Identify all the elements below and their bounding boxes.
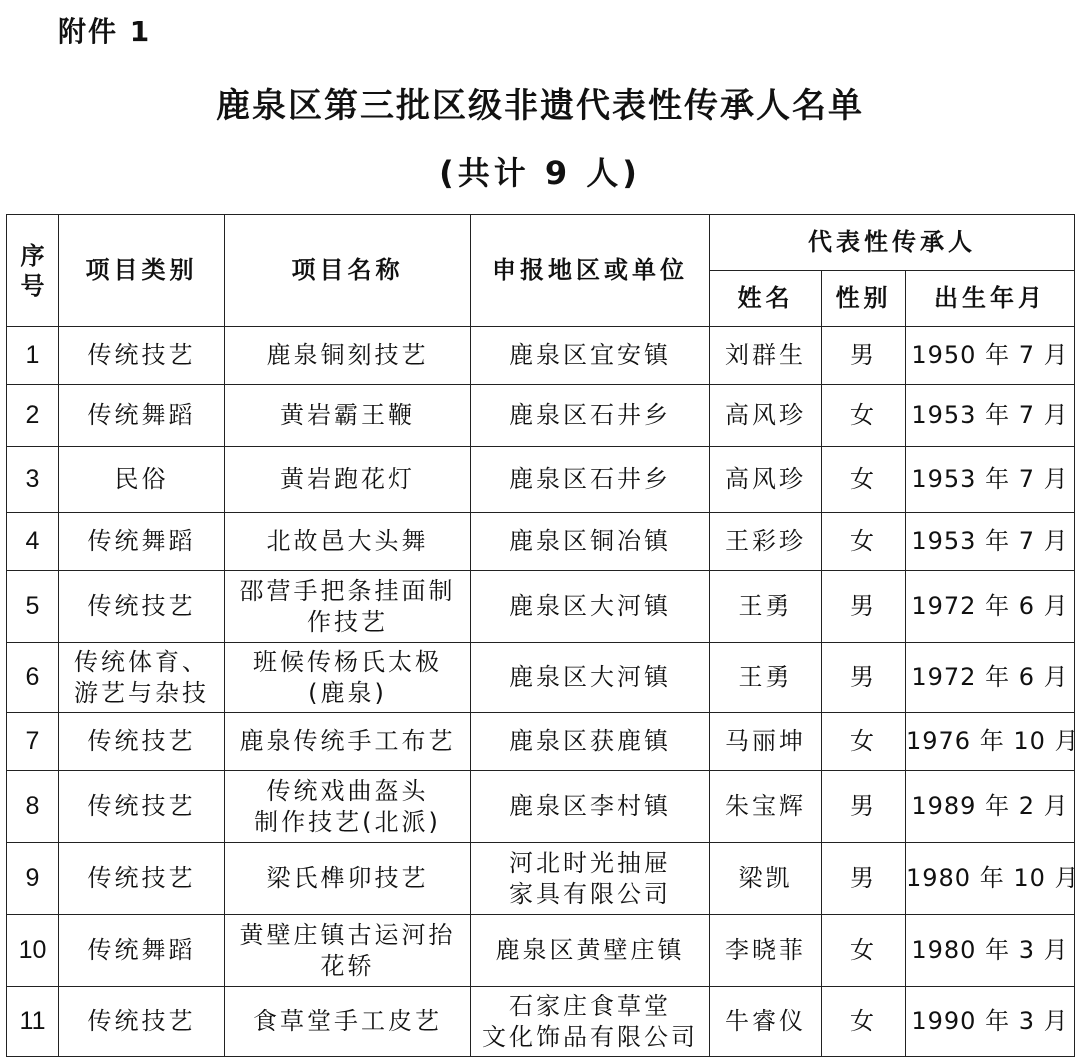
region-line: 鹿泉区铜冶镇 xyxy=(509,527,671,555)
inheritor-table xyxy=(6,214,1080,1057)
cell-name: 刘群生 xyxy=(710,327,822,385)
cell-name: 王勇 xyxy=(710,643,822,713)
cell-project xyxy=(225,987,471,1057)
region-line: 鹿泉区石井乡 xyxy=(509,401,671,429)
category-line: 传统技艺 xyxy=(87,1007,196,1035)
cell-category xyxy=(59,327,225,385)
table-row xyxy=(7,571,1075,643)
cell-category xyxy=(59,987,225,1057)
cell-birth: 1972 年 6 月 xyxy=(906,571,1075,643)
cell-project xyxy=(225,713,471,771)
cell-name: 高风珍 xyxy=(710,385,822,447)
cell-gender: 女 xyxy=(822,385,906,447)
cell-category xyxy=(59,385,225,447)
category-line: 传统技艺 xyxy=(87,864,196,892)
cell-region xyxy=(471,643,710,713)
cell-project xyxy=(225,643,471,713)
project-line: 鹿泉铜刻技艺 xyxy=(266,341,429,369)
attachment-label: 附件 1 xyxy=(58,15,152,48)
category-line: 传统体育、 xyxy=(74,647,209,676)
header-name: 姓名 xyxy=(710,271,822,327)
cell-gender: 女 xyxy=(822,987,906,1057)
cell-region xyxy=(471,447,710,513)
cell-seq: 9 xyxy=(7,843,59,915)
region-line: 河北时光抽屉 xyxy=(509,848,671,877)
cell-project xyxy=(225,571,471,643)
region-line: 鹿泉区大河镇 xyxy=(509,592,671,620)
cell-region xyxy=(471,571,710,643)
cell-name: 梁凯 xyxy=(710,843,822,915)
cell-seq: 7 xyxy=(7,713,59,771)
project-line: (鹿泉) xyxy=(308,678,387,707)
table-row xyxy=(7,915,1075,987)
cell-name: 王彩珍 xyxy=(710,513,822,571)
cell-seq: 10 xyxy=(7,915,59,987)
cell-project xyxy=(225,771,471,843)
document-subtitle: (共计 9 人) xyxy=(439,154,641,192)
cell-region xyxy=(471,915,710,987)
cell-category xyxy=(59,447,225,513)
cell-birth: 1976 年 10 月 xyxy=(906,713,1075,771)
project-line: 作技艺 xyxy=(307,607,388,636)
cell-seq: 2 xyxy=(7,385,59,447)
cell-name: 牛睿仪 xyxy=(710,987,822,1057)
category-line: 传统技艺 xyxy=(87,341,196,369)
cell-category xyxy=(59,713,225,771)
cell-gender: 女 xyxy=(822,513,906,571)
cell-birth: 1972 年 6 月 xyxy=(906,643,1075,713)
cell-seq: 3 xyxy=(7,447,59,513)
cell-project xyxy=(225,513,471,571)
cell-gender: 女 xyxy=(822,713,906,771)
cell-seq: 5 xyxy=(7,571,59,643)
category-line: 传统舞蹈 xyxy=(87,936,196,964)
category-line: 传统技艺 xyxy=(87,727,196,755)
project-line: 黄壁庄镇古运河抬 xyxy=(239,920,456,949)
region-line: 家具有限公司 xyxy=(509,879,671,908)
table-row xyxy=(7,987,1075,1057)
cell-region xyxy=(471,987,710,1057)
table-row xyxy=(7,513,1075,571)
cell-birth: 1950 年 7 月 xyxy=(906,327,1075,385)
table-row xyxy=(7,771,1075,843)
project-line: 黄岩霸王鞭 xyxy=(280,401,415,429)
project-line: 班候传杨氏太极 xyxy=(253,647,442,676)
cell-region xyxy=(471,513,710,571)
cell-region xyxy=(471,713,710,771)
cell-birth: 1989 年 2 月 xyxy=(906,771,1075,843)
project-line: 鹿泉传统手工布艺 xyxy=(239,727,456,755)
cell-region xyxy=(471,327,710,385)
region-line: 鹿泉区石井乡 xyxy=(509,465,671,493)
cell-name: 朱宝辉 xyxy=(710,771,822,843)
header-gender: 性别 xyxy=(822,271,906,327)
cell-gender: 男 xyxy=(822,571,906,643)
category-line: 民俗 xyxy=(114,465,169,493)
cell-gender: 男 xyxy=(822,771,906,843)
cell-project xyxy=(225,915,471,987)
category-line: 传统技艺 xyxy=(87,592,196,620)
table-row xyxy=(7,385,1075,447)
region-line: 文化饰品有限公司 xyxy=(482,1022,698,1051)
cell-birth: 1990 年 3 月 xyxy=(906,987,1075,1057)
cell-category xyxy=(59,571,225,643)
project-line: 制作技艺(北派) xyxy=(254,807,441,836)
region-line: 鹿泉区李村镇 xyxy=(509,792,671,820)
project-line: 传统戏曲盔头 xyxy=(266,776,429,805)
table-row xyxy=(7,643,1075,713)
cell-gender: 男 xyxy=(822,843,906,915)
cell-seq: 8 xyxy=(7,771,59,843)
table-row xyxy=(7,713,1075,771)
cell-project xyxy=(225,843,471,915)
cell-gender: 男 xyxy=(822,327,906,385)
cell-category xyxy=(59,513,225,571)
table-row xyxy=(7,843,1075,915)
header-inheritor-group: 代表性传承人 xyxy=(710,215,1075,271)
cell-birth: 1953 年 7 月 xyxy=(906,385,1075,447)
category-line: 游艺与杂技 xyxy=(74,678,209,707)
region-line: 石家庄食草堂 xyxy=(509,991,671,1020)
table-row xyxy=(7,327,1075,385)
cell-category xyxy=(59,643,225,713)
header-project: 项目名称 xyxy=(225,215,471,327)
region-line: 鹿泉区获鹿镇 xyxy=(509,727,671,755)
cell-project xyxy=(225,385,471,447)
cell-name: 王勇 xyxy=(710,571,822,643)
category-line: 传统技艺 xyxy=(87,792,196,820)
cell-seq: 11 xyxy=(7,987,59,1057)
cell-name: 李晓菲 xyxy=(710,915,822,987)
cell-region xyxy=(471,771,710,843)
cell-birth: 1980 年 3 月 xyxy=(906,915,1075,987)
cell-project xyxy=(225,447,471,513)
cell-birth: 1953 年 7 月 xyxy=(906,513,1075,571)
document-title: 鹿泉区第三批区级非遗代表性传承人名单 xyxy=(216,86,864,126)
table-row xyxy=(7,447,1075,513)
region-line: 鹿泉区宜安镇 xyxy=(509,341,671,369)
project-line: 黄岩跑花灯 xyxy=(280,465,415,493)
cell-category xyxy=(59,915,225,987)
project-line: 食草堂手工皮艺 xyxy=(253,1007,442,1035)
cell-name: 马丽坤 xyxy=(710,713,822,771)
cell-name: 高风珍 xyxy=(710,447,822,513)
header-birth: 出生年月 xyxy=(906,271,1075,327)
header-seq: 序号 xyxy=(7,215,59,327)
cell-region xyxy=(471,385,710,447)
cell-birth: 1980 年 10 月 xyxy=(906,843,1075,915)
cell-birth: 1953 年 7 月 xyxy=(906,447,1075,513)
table-body xyxy=(7,327,1080,1057)
header-region: 申报地区或单位 xyxy=(471,215,710,327)
category-line: 传统舞蹈 xyxy=(87,527,196,555)
table-header xyxy=(7,215,1075,327)
cell-category xyxy=(59,771,225,843)
region-line: 鹿泉区黄壁庄镇 xyxy=(495,936,685,964)
cell-gender: 女 xyxy=(822,915,906,987)
project-line: 北故邑大头舞 xyxy=(266,527,429,555)
project-line: 梁氏榫卯技艺 xyxy=(266,864,429,892)
project-line: 邵营手把条挂面制 xyxy=(239,576,456,605)
cell-project xyxy=(225,327,471,385)
cell-region xyxy=(471,843,710,915)
header-category: 项目类别 xyxy=(59,215,225,327)
project-line: 花轿 xyxy=(320,951,375,980)
category-line: 传统舞蹈 xyxy=(87,401,196,429)
cell-gender: 女 xyxy=(822,447,906,513)
cell-category xyxy=(59,843,225,915)
cell-seq: 6 xyxy=(7,643,59,713)
cell-gender: 男 xyxy=(822,643,906,713)
cell-seq: 1 xyxy=(7,327,59,385)
cell-seq: 4 xyxy=(7,513,59,571)
region-line: 鹿泉区大河镇 xyxy=(509,663,671,691)
